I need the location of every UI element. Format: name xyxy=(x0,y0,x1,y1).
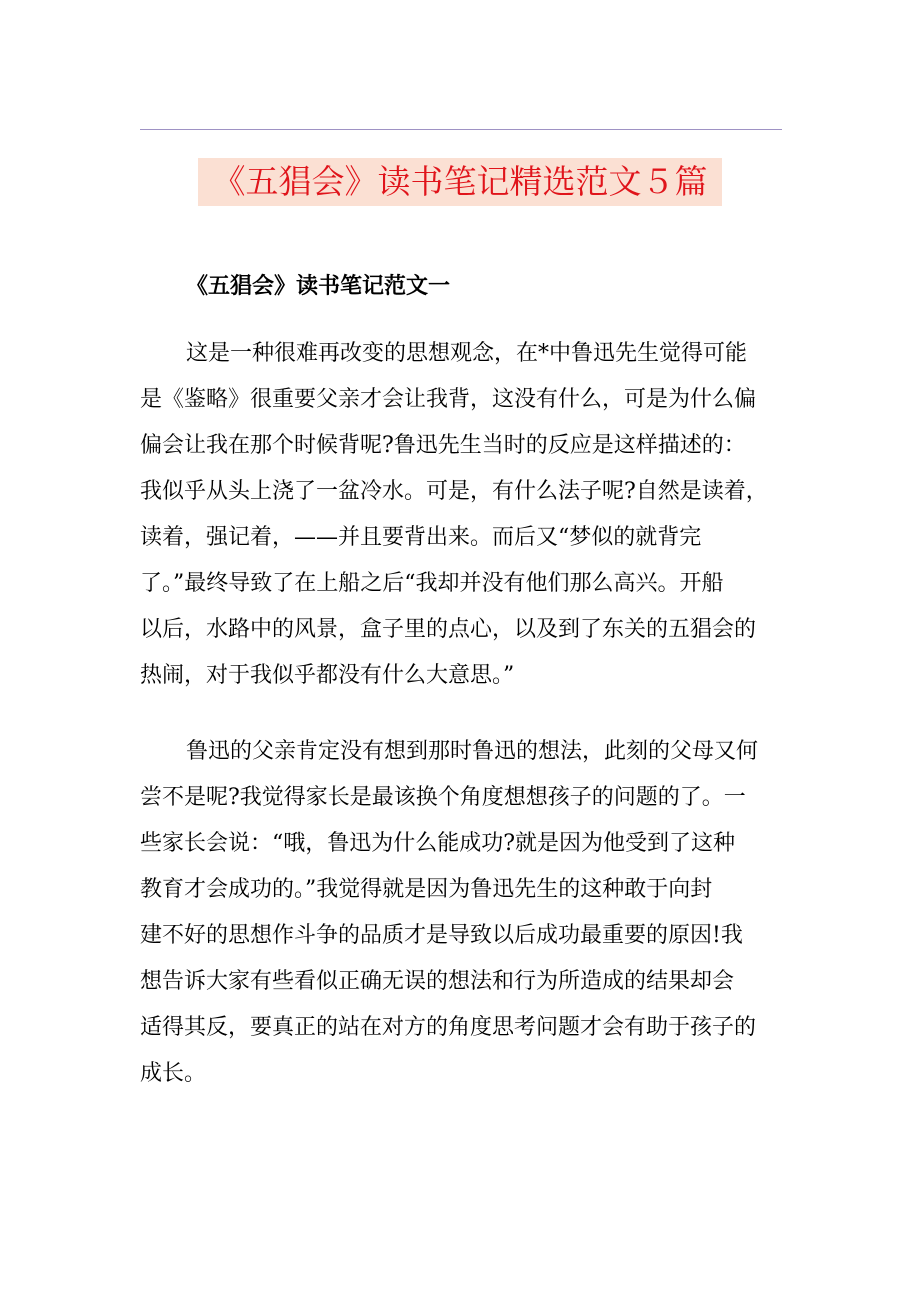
document-title: 《五猖会》读书笔记精选范文５篇 xyxy=(198,158,722,206)
paragraph-line: 尝不是呢?我觉得家长是最该换个角度想想孩子的问题的了。一 xyxy=(140,785,746,810)
paragraph-line: 读着，强记着，——并且要背出来。而后又“梦似的就背完 xyxy=(140,525,702,550)
paragraph-line: 偏会让我在那个时候背呢?鲁迅先生当时的反应是这样描述的： xyxy=(140,433,746,458)
header-rule xyxy=(140,129,782,130)
paragraph-line: 我似乎从头上浇了一盆冷水。可是，有什么法子呢?自然是读着， xyxy=(140,479,768,504)
paragraph-line: 教育才会成功的。”我觉得就是因为鲁迅先生的这种敢于向封 xyxy=(140,877,713,902)
paragraph-line: 是《鉴略》很重要父亲才会让我背，这没有什么，可是为什么偏 xyxy=(140,387,757,412)
paragraph-line: 适得其反，要真正的站在对方的角度思考问题才会有助于孩子的 xyxy=(140,1015,757,1040)
paragraph-line: 以后，水路中的风景，盒子里的点心，以及到了东关的五猖会的 xyxy=(140,617,757,642)
section-heading: 《五猖会》读书笔记范文一 xyxy=(186,273,451,299)
paragraph-2 xyxy=(140,729,788,1097)
paragraph-line: 鲁迅的父亲肯定没有想到那时鲁迅的想法，此刻的父母又何 xyxy=(186,739,759,764)
paragraph-line: 成长。 xyxy=(140,1061,207,1086)
paragraph-line: 想告诉大家有些看似正确无误的想法和行为所造成的结果却会 xyxy=(140,969,735,994)
paragraph-line: 了。”最终导致了在上船之后“我却并没有他们那么高兴。开船 xyxy=(140,571,724,596)
paragraph-line: 些家长会说：“哦，鲁迅为什么能成功?就是因为他受到了这种 xyxy=(140,831,736,856)
paragraph-line: 这是一种很难再改变的思想观念，在*中鲁迅先生觉得可能 xyxy=(186,341,748,366)
paragraph-line: 热闹，对于我似乎都没有什么大意思。” xyxy=(140,663,515,688)
paragraph-1 xyxy=(140,331,788,699)
paragraph-line: 建不好的思想作斗争的品质才是导致以后成功最重要的原因!我 xyxy=(140,923,743,948)
